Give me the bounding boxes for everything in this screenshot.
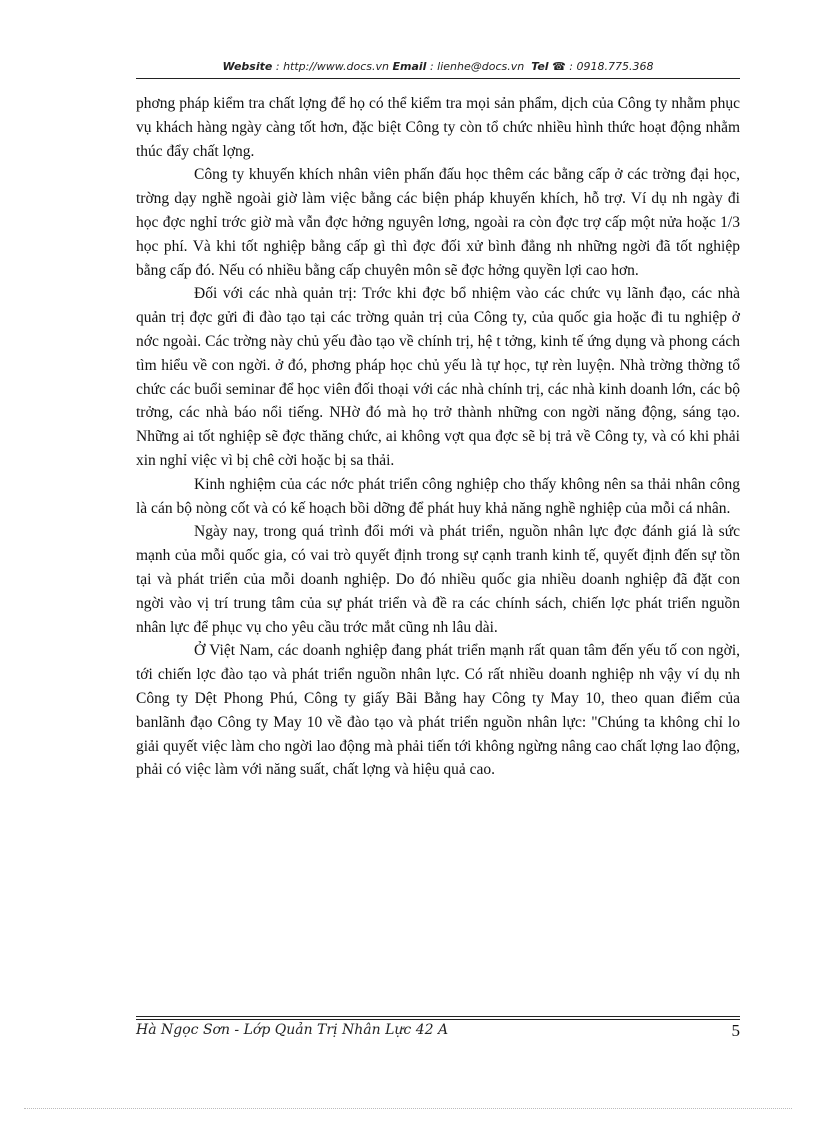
- paragraph: Đối với các nhà quản trị: Trớc khi đợc bổ nhiệm vào các chức vụ lãnh đạo, các nhà quản trị đợc gửi đi đào tạo tại các trờng quản trị của Công ty, của quốc gia hoặc đi tu nghiệp ở nớc ngoài. Các trờng này chủ yếu đào tạo về chính trị, hệ t tởng, kinh tế ứng dụng và phong cách tìm hiểu về con ngời. ở đó, phơng pháp học chủ yếu là tự học, tự rèn luyện. Nhà trờng thờng tổ chức các buổi seminar để học viên đối thoại với các nhà chính trị, các nhà kinh doanh lớn, các bộ trởng, các nhà báo nổi tiếng. NHờ đó mà họ trở thành những con ngời năng động, sáng tạo. Những ai tốt nghiệp sẽ đợc thăng chức, ai không vợt qua đợc sẽ bị trả về Công ty, và có khi phải xin nghỉ việc vì bị chê cời hoặc bị sa thải.: [136, 285, 740, 469]
- page-number: 5: [731, 1021, 740, 1040]
- paragraph: phơng pháp kiểm tra chất lợng để họ có thể kiểm tra mọi sản phẩm, dịch của Công ty nhằm phục vụ khách hàng ngày càng tốt hơn, đặc biệt Công ty còn tổ chức nhiều hình thức hoạt động nhằm thúc đẩy chất lợng.: [136, 95, 740, 160]
- body-text: [136, 92, 740, 782]
- website-url: http://www.docs.vn: [283, 60, 390, 73]
- footer-rule: [136, 1016, 740, 1017]
- footer-rule-thin: [136, 1019, 740, 1020]
- tel-label: Tel: [531, 60, 549, 73]
- phone-icon: ☎: [552, 60, 566, 73]
- footer-author-class: Hà Ngọc Sơn - Lớp Quản Trị Nhân Lực 42 A: [136, 1022, 449, 1038]
- email-value: lienhe@docs.vn: [437, 60, 525, 73]
- page-bottom-divider: [24, 1108, 792, 1109]
- paragraph: Ngày nay, trong quá trình đổi mới và phát triển, nguồn nhân lực đợc đánh giá là sức mạnh của mỗi quốc gia, có vai trò quyết định trong sự cạnh tranh kinh tế, quyết định đến sự tồn tại và phát triển của mỗi doanh nghiệp. Do đó nhiều quốc gia nhiều doanh nghiệp đã đặt con ngời vào vị trí trung tâm của sự phát triển và đề ra các chính sách, chiến lợc phát triển nguồn nhân lực để phục vụ cho yêu cầu trớc mắt cũng nh lâu dài.: [136, 523, 740, 636]
- tel-value: 0918.775.368: [576, 60, 654, 73]
- paragraph: Ở Việt Nam, các doanh nghiệp đang phát triển mạnh rất quan tâm đến yếu tố con ngời, tới chiến lợc đào tạo và phát triển nguồn nhân lực. Có rất nhiều doanh nghiệp nh vậy ví dụ nh Công ty Dệt Phong Phú, Công ty giấy Bãi Bằng hay Công ty May 10, theo quan điểm của banlãnh đạo Công ty May 10 về đào tạo và phát triển nguồn nhân lực: "Chúng ta không chỉ lo giải quyết việc làm cho ngời lao động mà phải tiến tới không ngừng nâng cao chất lợng lao động, phải có việc làm với năng suất, chất lợng và hiệu quả cao.: [136, 642, 740, 779]
- website-label: Website: [222, 60, 273, 73]
- email-label: Email: [392, 60, 427, 73]
- page-header: [136, 60, 740, 73]
- paragraph: Công ty khuyến khích nhân viên phấn đấu học thêm các bằng cấp ở các trờng đại học, trờng dạy nghề ngoài giờ làm việc bằng các biện pháp khuyến khích, hỗ trợ. Ví dụ nh ngày đi học đợc nghỉ trớc giờ mà vẫn đợc hởng nguyên lơng, ngoài ra còn đợc trợ cấp một nửa hoặc 1/3 học phí. Và khi tốt nghiệp bằng cấp gì thì đợc đối xử bình đẳng nh những ngời đã tốt nghiệp bằng cấp đó. Nếu có nhiều bằng cấp chuyên môn sẽ đợc hởng quyền lợi cao hơn.: [136, 166, 740, 279]
- paragraph: Kinh nghiệm của các nớc phát triển công nghiệp cho thấy không nên sa thải nhân công là cán bộ nòng cốt và có kế hoạch bồi dỡng để phát huy khả năng nghề nghiệp của mỗi cá nhân.: [136, 475, 740, 517]
- email-separator: :: [426, 60, 438, 73]
- tel-separator: :: [565, 60, 577, 73]
- header-rule: [136, 78, 740, 79]
- website-separator: :: [272, 60, 284, 73]
